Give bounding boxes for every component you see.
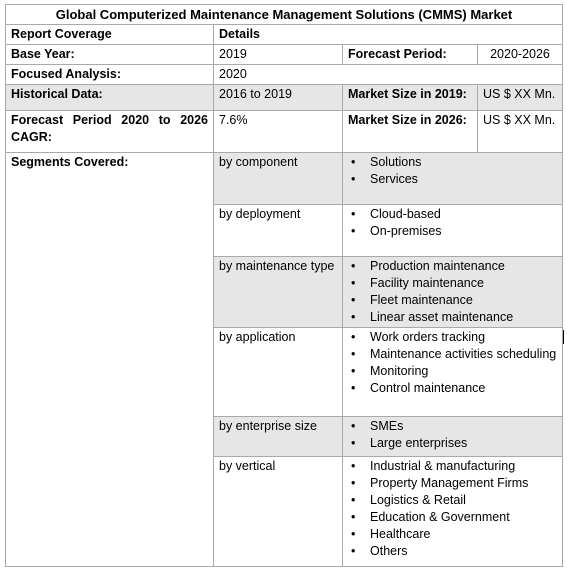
list-item: • Solutions bbox=[348, 154, 557, 171]
cagr-label: Forecast Period 2020 to 2026 CAGR: bbox=[6, 111, 214, 153]
list-item: • Linear asset maintenance bbox=[348, 309, 557, 326]
table-title: Global Computerized Maintenance Management Solutions (CMMS) Market bbox=[6, 5, 563, 25]
list-item: • Others bbox=[348, 543, 557, 560]
list-item: • Education & Government bbox=[348, 509, 557, 526]
header-report-coverage: Report Coverage bbox=[6, 25, 214, 45]
list-item: • Industrial & manufacturing bbox=[348, 458, 557, 475]
segment-vertical-items bbox=[343, 457, 563, 567]
segment-vertical-label: by vertical bbox=[214, 457, 343, 567]
list-item: • Control maintenance bbox=[348, 380, 557, 397]
segment-component-label: by component bbox=[214, 153, 343, 205]
segment-enterprise-label: by enterprise size bbox=[214, 417, 343, 457]
list-item: • Services bbox=[348, 171, 557, 188]
list-item: • Healthcare bbox=[348, 526, 557, 543]
segment-maintenance-label: by maintenance type bbox=[214, 257, 343, 328]
market-size-2019-label: Market Size in 2019: bbox=[343, 85, 478, 111]
base-year-value: 2019 bbox=[214, 45, 343, 65]
focused-analysis-label: Focused Analysis: bbox=[6, 65, 214, 85]
market-size-2019-value: US $ XX Mn. bbox=[478, 85, 563, 111]
segment-application-label: by application bbox=[214, 328, 343, 417]
list-item: • Maintenance activities scheduling bbox=[348, 346, 557, 363]
focused-analysis-value: 2020 bbox=[214, 65, 563, 85]
list-item: • Fleet maintenance bbox=[348, 292, 557, 309]
text-cursor bbox=[563, 330, 564, 344]
segment-enterprise-items bbox=[343, 417, 563, 457]
list-item: • Large enterprises bbox=[348, 435, 557, 452]
forecast-period-value: 2020-2026 bbox=[478, 45, 563, 65]
segment-maintenance-items bbox=[343, 257, 563, 328]
segment-deployment-label: by deployment bbox=[214, 205, 343, 257]
market-size-2026-label: Market Size in 2026: bbox=[343, 111, 478, 153]
list-item: • Monitoring bbox=[348, 363, 557, 380]
list-item: • Facility maintenance bbox=[348, 275, 557, 292]
report-table bbox=[5, 4, 563, 567]
list-item: • Logistics & Retail bbox=[348, 492, 557, 509]
cagr-value: 7.6% bbox=[214, 111, 343, 153]
segment-application-items bbox=[343, 328, 563, 417]
historical-data-label: Historical Data: bbox=[6, 85, 214, 111]
list-item: • Property Management Firms bbox=[348, 475, 557, 492]
list-item: • Production maintenance bbox=[348, 258, 557, 275]
list-item: • SMEs bbox=[348, 418, 557, 435]
base-year-label: Base Year: bbox=[6, 45, 214, 65]
list-item: • Work orders tracking bbox=[348, 329, 557, 346]
historical-data-value: 2016 to 2019 bbox=[214, 85, 343, 111]
segments-covered-label: Segments Covered: bbox=[6, 153, 214, 567]
list-item: • On-premises bbox=[348, 223, 557, 240]
segment-deployment-items bbox=[343, 205, 563, 257]
segment-component-items bbox=[343, 153, 563, 205]
list-item: • Cloud-based bbox=[348, 206, 557, 223]
header-details: Details bbox=[214, 25, 563, 45]
forecast-period-label: Forecast Period: bbox=[343, 45, 478, 65]
market-size-2026-value: US $ XX Mn. bbox=[478, 111, 563, 153]
